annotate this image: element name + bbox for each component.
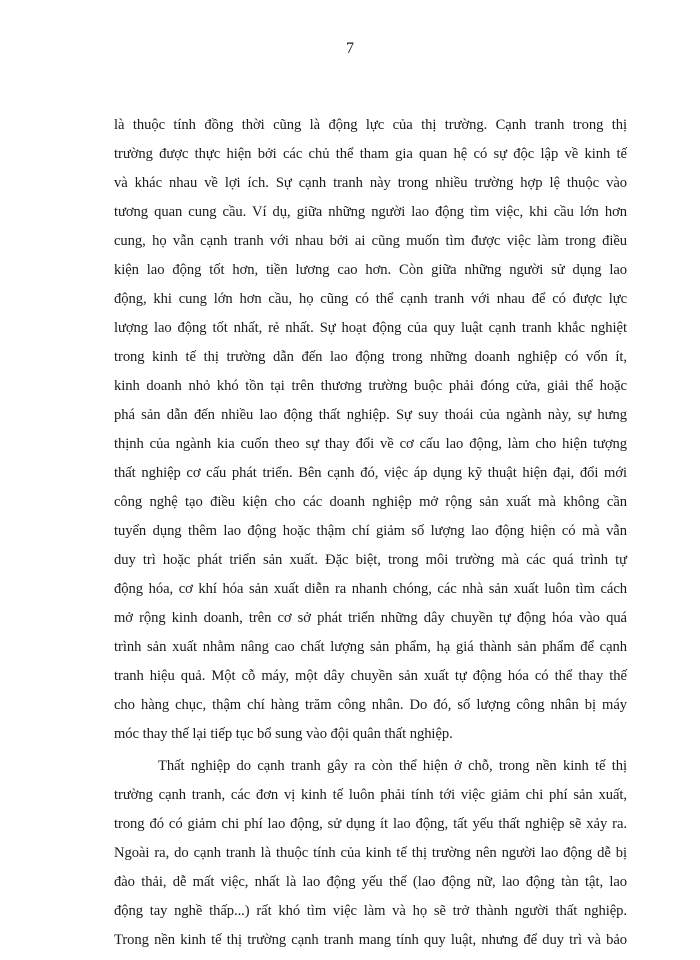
text-line: trong kinh tế thị trường dẫn đến lao động trong những doanh nghiệp có vốn ít,: [114, 349, 627, 365]
text-line: cho hàng chục, thậm chí hàng trăm công nhân. Do đó, số lượng công nhân bị máy: [114, 697, 627, 713]
text-line: tuyển dụng thêm lao động hoặc thậm chí giảm số lượng lao động hiện có mà vẫn: [114, 523, 627, 539]
text-line: là thuộc tính đồng thời cũng là động lực của thị trường. Cạnh tranh trong thị: [114, 117, 627, 133]
text-line: mở rộng kinh doanh, trên cơ sở phát triển những dây chuyền tự động hóa vào quá: [114, 610, 627, 626]
text-line: Thất nghiệp do cạnh tranh gây ra còn thể hiện ở chỗ, trong nền kinh tế thị: [158, 758, 627, 774]
paragraph-1: [114, 111, 627, 749]
text-line: Trong nền kinh tế thị trường cạnh tranh mang tính quy luật, nhưng để duy trì và bảo: [114, 932, 627, 948]
text-line: và khác nhau về lợi ích. Sự cạnh tranh này trong nhiều trường hợp lệ thuộc vào: [114, 175, 627, 191]
text-line: kinh doanh nhỏ khó tồn tại trên thương trường buộc phải đóng cửa, giải thể hoặc: [114, 378, 627, 394]
text-line: phá sản dẫn đến nhiều lao động thất nghiệp. Sự suy thoái của ngành này, sự hưng: [114, 407, 627, 423]
text-line: thịnh của ngành kia cuốn theo sự thay đổi về cơ cấu lao động, làm cho hiện tượng: [114, 436, 627, 452]
text-line: Ngoài ra, do cạnh tranh là thuộc tính của kinh tế thị trường nên người lao động dễ bị: [114, 845, 627, 861]
text-line: trình sản xuất nhằm nâng cao chất lượng sản phẩm, hạ giá thành sản phẩm để cạnh: [114, 639, 627, 655]
text-line: trong đó có giảm chi phí lao động, sử dụng ít lao động, tất yếu thất nghiệp sẽ xảy ra.: [114, 816, 627, 832]
text-line: móc thay thế lại tiếp tục bổ sung vào đội quân thất nghiệp.: [114, 726, 453, 742]
text-line: động hóa, cơ khí hóa sản xuất diễn ra nhanh chóng, các nhà sản xuất luôn tìm cách: [114, 581, 627, 597]
text-line: thất nghiệp cơ cấu phát triển. Bên cạnh đó, việc áp dụng kỹ thuật hiện đại, đổi mới: [114, 465, 627, 481]
body-text: [114, 111, 627, 955]
page-number: 7: [346, 40, 354, 57]
text-line: động tay nghề thấp...) rất khó tìm việc làm và họ sẽ trở thành người thất nghiệp.: [114, 903, 627, 919]
text-line: tương quan cung cầu. Ví dụ, giữa những người lao động tìm việc, khi cầu lớn hơn: [114, 204, 627, 220]
text-line: trường được thực hiện bởi các chủ thể tham gia quan hệ có sự độc lập về kinh tế: [114, 146, 627, 162]
text-line: duy trì hoặc phát triển sản xuất. Đặc biệt, trong môi trường mà các quá trình tự: [114, 552, 627, 568]
text-line: cung, họ vẫn cạnh tranh với nhau bởi ai cũng muốn tìm được việc làm trong điều: [114, 233, 627, 249]
text-line: lượng lao động tốt nhất, rẻ nhất. Sự hoạt động của quy luật cạnh tranh khắc nghiệt: [114, 320, 627, 336]
text-line: công nghệ tạo điều kiện cho các doanh nghiệp mở rộng sản xuất mà không cần: [114, 494, 627, 510]
text-line: kiện lao động tốt hơn, tiền lương cao hơn. Còn giữa những người sử dụng lao: [114, 262, 627, 278]
text-line: động, khi cung lớn hơn cầu, họ cũng có thể cạnh tranh với nhau để có được lực: [114, 291, 627, 307]
text-line: đào thải, dễ mất việc, nhất là lao động yếu thế (lao động nữ, lao động tàn tật, lao: [114, 874, 627, 890]
text-line: tranh hiệu quả. Một cỗ máy, một dây chuyền sản xuất tự động hóa có thể thay thế: [114, 668, 627, 684]
text-line: trường cạnh tranh, các đơn vị kinh tế luôn phải tính tới việc giảm chi phí sản xuất,: [114, 787, 627, 803]
paragraph-2: [114, 752, 627, 955]
